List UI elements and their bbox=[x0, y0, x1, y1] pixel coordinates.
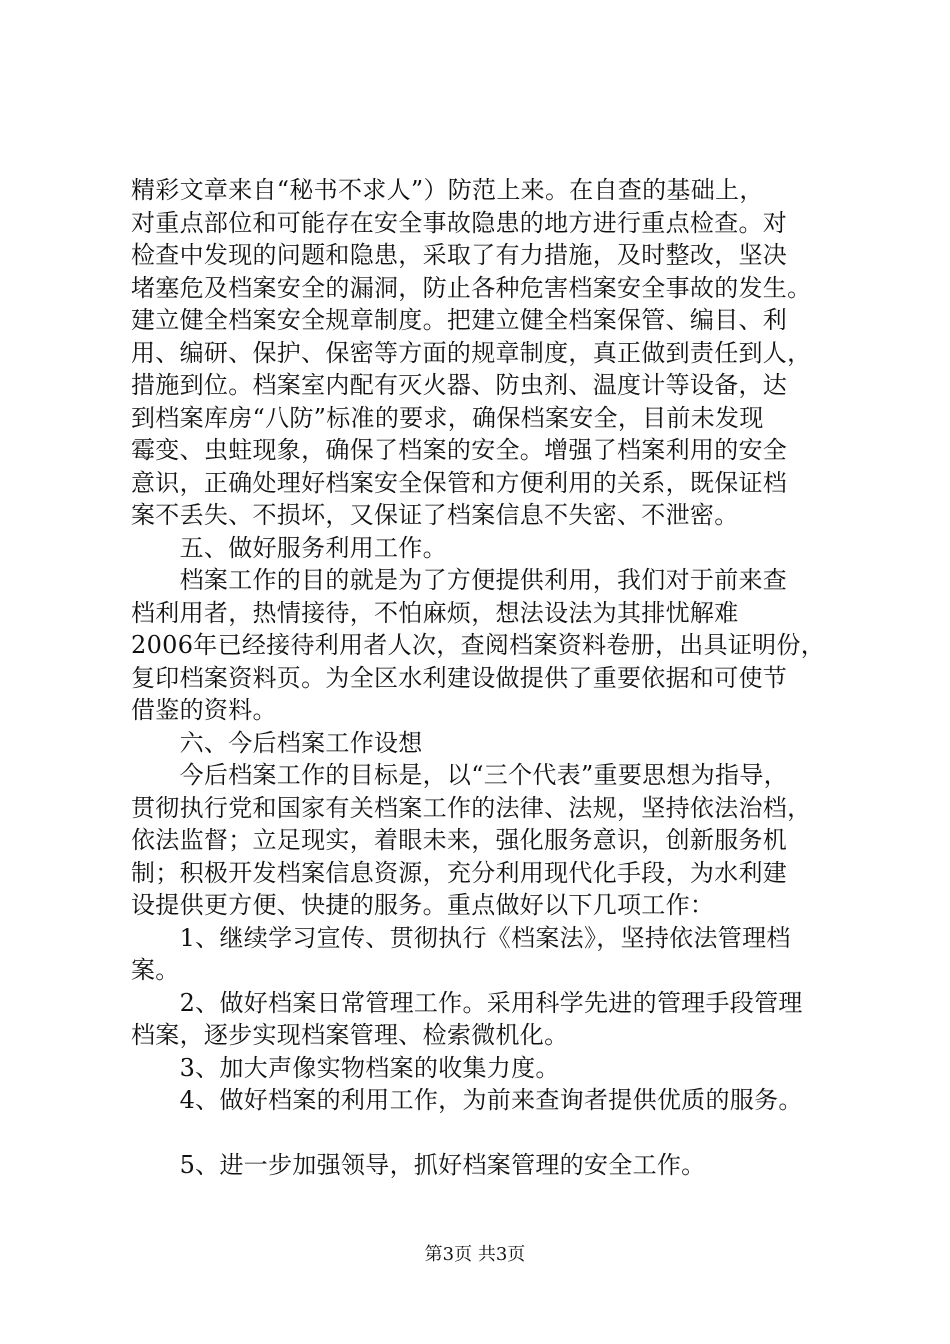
text-line: 档利用者，热情接待，不怕麻烦，想法设法为其排忧解难 bbox=[131, 598, 739, 627]
text-line: 用、编研、保护、保密等方面的规章制度，真正做到责任到人， bbox=[131, 338, 812, 367]
text-line: 对重点部位和可能存在安全事故隐患的地方进行重点检查。对 bbox=[131, 208, 788, 237]
text-line: 堵塞危及档案安全的漏洞，防止各种危害档案安全事故的发生。 bbox=[131, 273, 812, 302]
document-body bbox=[131, 174, 831, 1181]
text-line: 档案工作的目的就是为了方便提供利用，我们对于前来查 bbox=[131, 566, 788, 594]
text-line: 措施到位。档案室内配有灭火器、防虫剂、温度计等设备，达 bbox=[131, 371, 788, 399]
text-line: 设提供更方便、快捷的服务。重点做好以下几项工作： bbox=[131, 891, 715, 919]
text-line: 检查中发现的问题和隐患，采取了有力措施，及时整改，坚决 bbox=[131, 241, 788, 269]
list-item: 5、进一步加强领导，抓好档案管理的安全工作。 bbox=[131, 1150, 706, 1179]
text-line: 贯彻执行党和国家有关档案工作的法律、法规，坚持依法治档， bbox=[131, 793, 812, 822]
text-line: 制；积极开发档案信息资源，充分利用现代化手段，为水利建 bbox=[131, 858, 788, 887]
text-line: 今后档案工作的目标是，以“三个代表”重要思想为指导， bbox=[131, 761, 788, 789]
list-item: 2、做好档案日常管理工作。采用科学先进的管理手段管理 bbox=[131, 988, 803, 1017]
text-line: 借鉴的资料。 bbox=[131, 696, 277, 724]
text-line: 建立健全档案安全规章制度。把建立健全档案保管、编目、利 bbox=[131, 306, 788, 334]
text-line: 意识，正确处理好档案安全保管和方便利用的关系，既保证档 bbox=[131, 468, 788, 497]
text-line: 依法监督；立足现实，着眼未来，强化服务意识，创新服务机 bbox=[131, 826, 788, 854]
page-number-footer: 第3页 共3页 bbox=[424, 1244, 526, 1265]
text-line: 复印档案资料页。为全区水利建设做提供了重要依据和可使节 bbox=[131, 663, 788, 692]
text-line: 到档案库房“八防”标准的要求，确保档案安全，目前未发现 bbox=[131, 403, 764, 432]
text-line: 霉变、虫蛀现象，确保了档案的安全。增强了档案利用的安全 bbox=[131, 436, 788, 464]
text-line: 2006年已经接待利用者人次，查阅档案资料卷册，出具证明份， bbox=[131, 631, 826, 659]
list-item: 3、加大声像实物档案的收集力度。 bbox=[131, 1053, 560, 1082]
text-line: 案。 bbox=[131, 956, 180, 984]
list-item: 4、做好档案的利用工作，为前来查询者提供优质的服务。 bbox=[131, 1086, 803, 1114]
text-line: 精彩文章来自“秘书不求人”）防范上来。在自查的基础上， bbox=[131, 176, 764, 204]
section-heading: 六、今后档案工作设想 bbox=[131, 728, 423, 757]
list-item: 1、继续学习宣传、贯彻执行《档案法》，坚持依法管理档 bbox=[131, 923, 791, 952]
section-heading: 五、做好服务利用工作。 bbox=[131, 533, 447, 562]
text-line: 档案，逐步实现档案管理、检索微机化。 bbox=[131, 1021, 569, 1049]
paragraph-gap bbox=[131, 1117, 831, 1149]
text-line: 案不丢失、不损坏，又保证了档案信息不失密、不泄密。 bbox=[131, 501, 739, 529]
